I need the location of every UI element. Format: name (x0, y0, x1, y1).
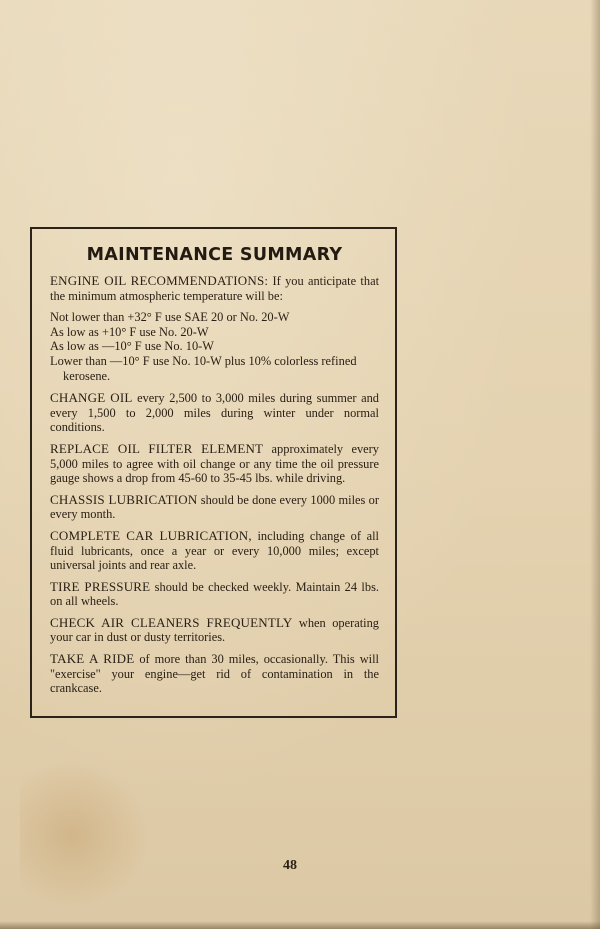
paragraph-text: when operating your car in dust or dusty territories. (50, 615, 379, 645)
oil-temp-item: Lower than —10° F use No. 10-W plus 10% colorless refined kerosene. (50, 353, 357, 383)
engine-oil-intro (50, 274, 379, 303)
maintenance-summary-box (30, 227, 397, 718)
paper-stain (20, 760, 150, 910)
oil-temp-item: As low as +10° F use No. 20-W (50, 324, 209, 339)
page-bottom-shadow (0, 921, 600, 929)
car-lubrication-paragraph (50, 529, 379, 573)
paragraph-heading: TAKE A RIDE (50, 651, 135, 667)
tire-pressure-paragraph (50, 580, 379, 609)
summary-title: MAINTENANCE SUMMARY (86, 245, 343, 265)
paragraph-text: including change of all fluid lubricants, once a year or every 10,000 miles; except universal joints and rear axle. (50, 528, 379, 573)
paragraph-text: should be checked weekly. Maintain 24 lbs. on all wheels. (50, 579, 379, 609)
oil-temperature-list (50, 310, 379, 383)
paragraph-heading: COMPLETE CAR LUBRICATION, (50, 527, 252, 543)
oil-temp-item: As low as —10° F use No. 10-W (50, 339, 214, 354)
paragraph-heading: CHECK AIR CLEANERS FREQUENTLY (50, 614, 293, 630)
paragraph-text: should be done every 1000 miles or every month. (50, 492, 379, 522)
paragraph-heading: CHASSIS LUBRICATION (50, 491, 198, 507)
chassis-lubrication-paragraph (50, 493, 379, 522)
page-number: 48 (283, 858, 297, 873)
engine-oil-heading: ENGINE OIL RECOMMENDATIONS: (50, 273, 269, 288)
air-cleaners-paragraph (50, 616, 379, 645)
paragraph-heading: TIRE PRESSURE (50, 578, 151, 594)
paragraph-text: every 2,500 to 3,000 miles during summer and every 1,500 to 2,000 miles during winter under normal conditions. (50, 391, 379, 435)
oil-filter-paragraph (50, 442, 379, 486)
change-oil-paragraph (50, 391, 379, 435)
paragraph-text: approximately every 5,000 miles to agree with oil change or any time the oil pressure gauge shows a drop from 45-60 to 35-45 lbs. while driving. (50, 441, 379, 486)
paragraph-heading: CHANGE OIL (50, 390, 133, 406)
oil-temp-item: Not lower than +32° F use SAE 20 or No. 20-W (50, 310, 290, 325)
paragraph-heading: REPLACE OIL FILTER ELEMENT (50, 440, 264, 456)
paragraph-text: of more than 30 miles, occasionally. This will "exercise" your engine—get rid of contamination in the crankcase. (50, 652, 379, 696)
engine-oil-intro-text: If you anticipate that the minimum atmospheric temperature will be: (50, 274, 380, 303)
take-a-ride-paragraph (50, 652, 379, 696)
page-edge-shadow (590, 0, 600, 929)
